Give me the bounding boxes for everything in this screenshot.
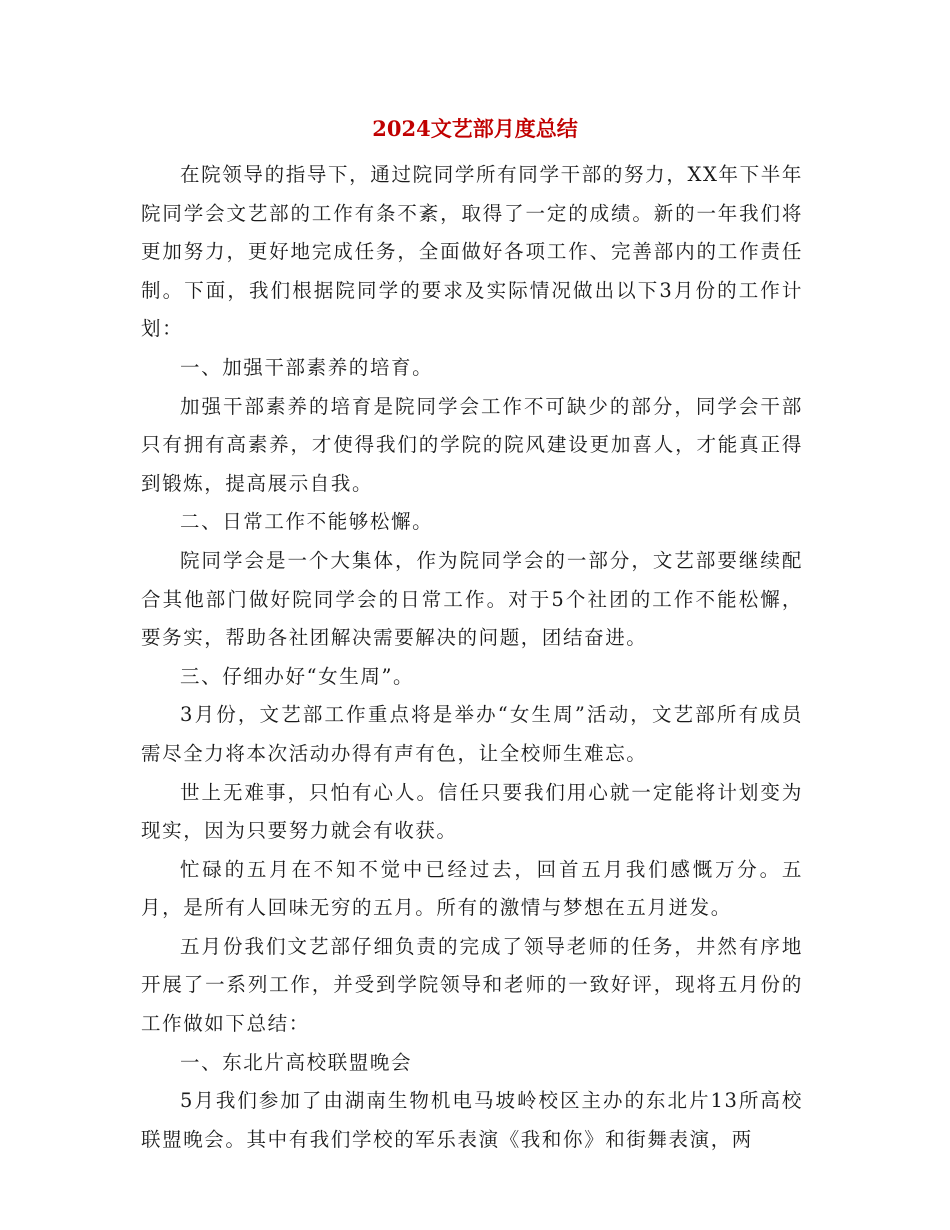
paragraph-girls-week: 3月份，文艺部工作重点将是举办“女生周”活动，文艺部所有成员需尽全力将本次活动办得有声有色，让全校师生难忘。 xyxy=(141,703,803,765)
paragraph-cadre-quality: 加强干部素养的培育是院同学会工作不可缺少的部分，同学会干部只有拥有高素养，才使得我们的学院的院风建设更加喜人，才能真正得到锻炼，提高展示自我。 xyxy=(141,394,803,495)
document-body xyxy=(141,156,803,1159)
heading-girls-week: 三、仔细办好“女生周”。 xyxy=(180,664,415,688)
paragraph-may-review: 忙碌的五月在不知不觉中已经过去，回首五月我们感慨万分。五月，是所有人回味无穷的五月。所有的激情与梦想在五月迸发。 xyxy=(141,857,803,920)
paragraph-northeast-gala: 5月我们参加了由湖南生物机电马坡岭校区主办的东北片13所高校联盟晚会。其中有我们学校的军乐表演《我和你》和街舞表演，两 xyxy=(141,1089,803,1151)
heading-daily-work: 二、日常工作不能够松懈。 xyxy=(180,510,434,534)
paragraph-daily-work: 院同学会是一个大集体，作为院同学会的一部分，文艺部要继续配合其他部门做好院同学会的日常工作。对于5个社团的工作不能松懈，要务实，帮助各社团解决需要解决的问题，团结奋进。 xyxy=(141,548,803,650)
document-title: 2024文艺部月度总结 xyxy=(372,116,578,141)
paragraph-may-summary: 五月份我们文艺部仔细负责的完成了领导老师的任务，井然有序地开展了一系列工作，并受到学院领导和老师的一致好评，现将五月份的工作做如下总结： xyxy=(141,934,803,1036)
heading-cadre-quality: 一、加强干部素养的培育。 xyxy=(180,355,434,379)
paragraph-motto: 世上无难事，只怕有心人。信任只要我们用心就一定能将计划变为现实，因为只要努力就会有收获。 xyxy=(141,780,803,843)
heading-northeast-gala: 一、东北片高校联盟晚会 xyxy=(180,1050,413,1074)
paragraph-intro: 在院领导的指导下，通过院同学所有同学干部的努力，XX年下半年院同学会文艺部的工作有条不紊，取得了一定的成绩。新的一年我们将更加努力，更好地完成任务，全面做好各项工作、完善部内的工作责任制。下面，我们根据院同学的要求及实际情况做出以下3月份的工作计划： xyxy=(141,163,803,341)
